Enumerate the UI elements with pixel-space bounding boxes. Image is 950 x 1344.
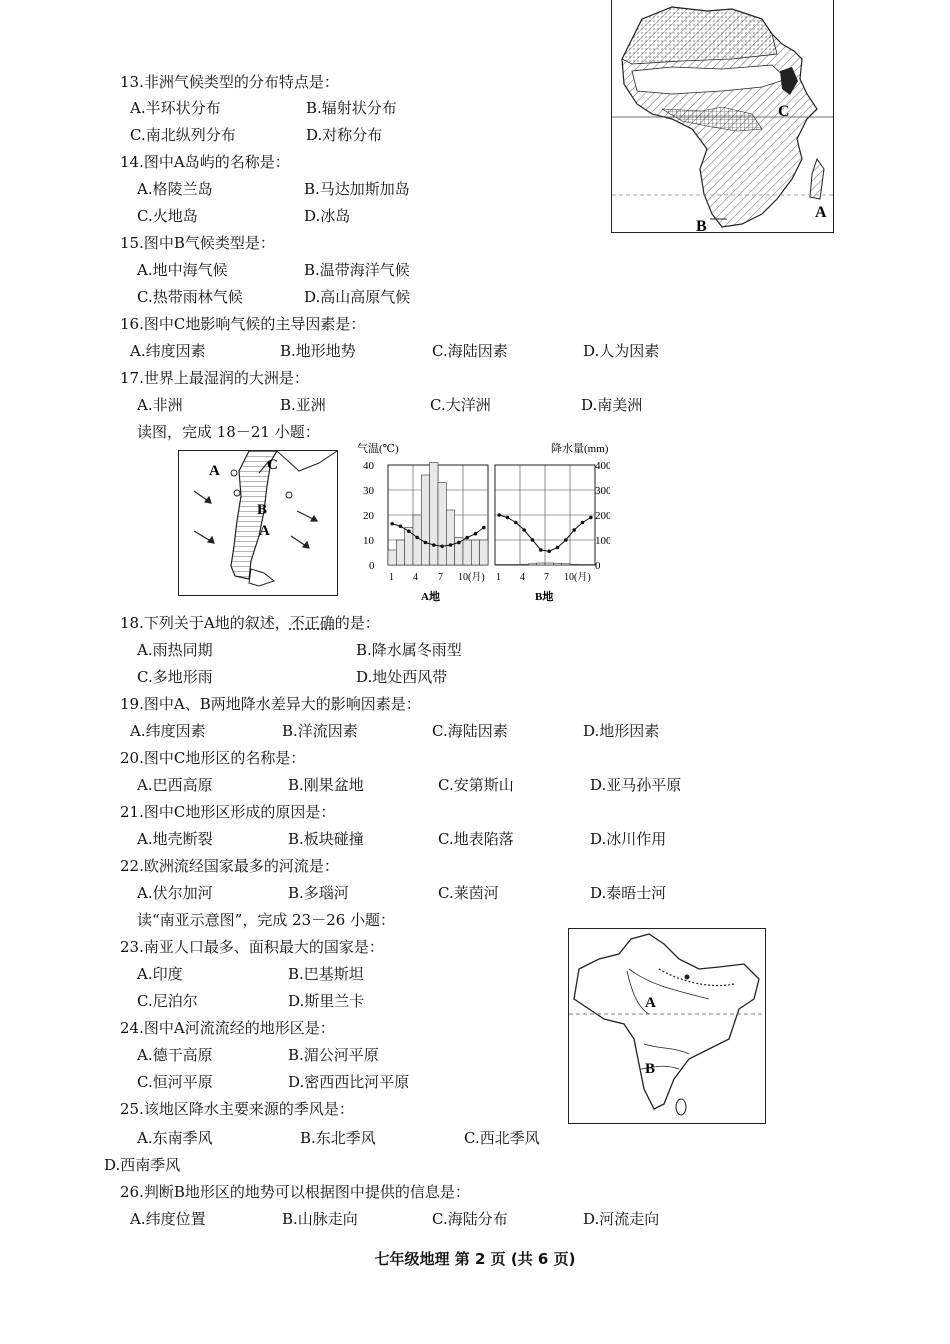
q18-stem-pre: 18.下列关于A地的叙述，: [120, 614, 290, 632]
temp-point: [474, 532, 478, 536]
chart-a-xtick-10: 10(月): [458, 572, 485, 583]
precip-bar: [587, 565, 595, 566]
chart-left-tick-10: 10: [363, 535, 374, 547]
precip-bar: [463, 540, 471, 565]
precip-bar: [512, 565, 520, 566]
precip-bar: [480, 540, 488, 565]
temp-point: [399, 524, 403, 528]
q13-option-c[interactable]: C.南北纵列分布: [130, 126, 236, 144]
chart-left-tick-20: 20: [363, 510, 374, 522]
chart-a-xtick-4: 4: [413, 572, 418, 583]
chart-caption-a: A地: [421, 591, 440, 603]
q17-option-c[interactable]: C.大洋洲: [430, 396, 491, 414]
q17-option-d[interactable]: D.南美洲: [581, 396, 643, 414]
chart-b-xtick-10: 10(月): [564, 572, 591, 583]
q21-option-c[interactable]: C.地表陷落: [438, 830, 514, 848]
q25-stem: 25.该地区降水主要来源的季风是：: [120, 1100, 354, 1118]
q24-option-b[interactable]: B.湄公河平原: [288, 1046, 379, 1064]
temp-point: [415, 536, 419, 540]
temp-point: [506, 516, 510, 520]
q16-option-a[interactable]: A.纬度因素: [130, 342, 206, 360]
q15-stem: 15.图中B气候类型是：: [120, 234, 275, 252]
q14-option-a[interactable]: A.格陵兰岛: [137, 180, 213, 198]
q17-option-b[interactable]: B.亚洲: [280, 396, 326, 414]
q21-option-d[interactable]: D.冰川作用: [590, 830, 667, 848]
sa-label-a-top: A: [209, 463, 220, 479]
q17-stem: 17.世界上最湿润的大洲是：: [120, 369, 309, 387]
temp-point: [440, 544, 444, 548]
q15-option-c[interactable]: C.热带雨林气候: [137, 288, 243, 306]
precip-bar: [471, 540, 479, 565]
precip-bar: [553, 563, 561, 565]
q17-option-a[interactable]: A.非洲: [137, 396, 183, 414]
q24-stem: 24.图中A河流流经的地形区是：: [120, 1019, 335, 1037]
q22-stem: 22.欧洲流经国家最多的河流是：: [120, 857, 339, 875]
q26-option-c[interactable]: C.海陆分布: [432, 1210, 508, 1228]
q23-stem: 23.南亚人口最多、面积最大的国家是：: [120, 938, 384, 956]
q13-stem: 13.非洲气候类型的分布特点是：: [120, 73, 339, 91]
sa-label-b: B: [257, 502, 268, 518]
south-asia-label-a: A: [645, 995, 656, 1011]
read-instruction-23-26: 读“南亚示意图”，完成 23－26 小题：: [137, 911, 396, 929]
q23-option-d[interactable]: D.斯里兰卡: [288, 992, 365, 1010]
q19-option-b[interactable]: B.洋流因素: [282, 722, 358, 740]
africa-label-b: B: [696, 218, 707, 232]
temp-point: [556, 546, 560, 550]
q24-option-d[interactable]: D.密西西比河平原: [288, 1073, 410, 1091]
precip-bar: [562, 564, 570, 565]
q19-stem: 19.图中A、B两地降水差异大的影响因素是：: [120, 695, 421, 713]
q15-option-a[interactable]: A.地中海气候: [137, 261, 228, 279]
temp-point: [432, 543, 436, 547]
climate-charts: [355, 440, 610, 605]
q23-option-b[interactable]: B.巴基斯坦: [288, 965, 364, 983]
chart-right-tick-0: 0: [595, 560, 601, 572]
precip-bar: [396, 540, 404, 565]
precip-bar: [421, 475, 429, 565]
q21-option-b[interactable]: B.板块碰撞: [288, 830, 364, 848]
precip-bar: [578, 565, 586, 566]
q16-option-b[interactable]: B.地形地势: [280, 342, 356, 360]
q18-stem: [120, 613, 380, 633]
chart-right-tick-300: 300: [595, 485, 610, 497]
q26-option-a[interactable]: A.纬度位置: [130, 1210, 206, 1228]
precip-bar: [388, 550, 396, 565]
q22-option-c[interactable]: C.莱茵河: [438, 884, 499, 902]
sahara-dotted: [622, 7, 777, 64]
q25-option-a[interactable]: A.东南季风: [137, 1129, 213, 1147]
q21-stem: 21.图中C地形区形成的原因是：: [120, 803, 336, 821]
read-instruction-18-21: 读图，完成 18－21 小题：: [137, 423, 320, 441]
q25-option-c[interactable]: C.西北季风: [464, 1129, 540, 1147]
precip-bar: [545, 563, 553, 565]
chart-right-tick-400: 400: [595, 460, 610, 472]
chart-b-xticks: [496, 571, 591, 583]
temp-point: [564, 538, 568, 542]
q14-option-d[interactable]: D.冰岛: [304, 207, 351, 225]
precip-bar: [503, 565, 511, 566]
q20-option-a[interactable]: A.巴西高原: [137, 776, 213, 794]
q18-stem-post: 的是：: [334, 614, 380, 632]
precip-bar: [570, 564, 578, 565]
q22-option-b[interactable]: B.多瑙河: [288, 884, 349, 902]
precip-bar: [537, 563, 545, 565]
south-asia-label-b: B: [645, 1061, 656, 1077]
q23-option-c[interactable]: C.尼泊尔: [137, 992, 198, 1010]
q14-option-b[interactable]: B.马达加斯加岛: [304, 180, 410, 198]
q18-stem-emphasis: 不正确: [289, 614, 335, 632]
temp-point: [572, 528, 576, 532]
q26-option-b[interactable]: B.山脉走向: [282, 1210, 358, 1228]
temp-point: [539, 548, 543, 552]
q24-option-c[interactable]: C.恒河平原: [137, 1073, 213, 1091]
q18-option-b[interactable]: B.降水属冬雨型: [356, 641, 462, 659]
temp-point: [457, 541, 461, 545]
sa-label-c: C: [267, 457, 278, 473]
q20-option-d[interactable]: D.亚马孙平原: [590, 776, 682, 794]
precip-bar: [495, 565, 503, 566]
temp-point: [589, 516, 593, 520]
q21-option-a[interactable]: A.地壳断裂: [137, 830, 213, 848]
climate-charts-svg: [355, 440, 610, 605]
q16-option-c[interactable]: C.海陆因素: [432, 342, 508, 360]
q16-stem: 16.图中C地影响气候的主导因素是：: [120, 315, 366, 333]
q14-stem: 14.图中A岛屿的名称是：: [120, 153, 290, 171]
chart-left-tick-0: 0: [369, 560, 375, 572]
q14-option-c[interactable]: C.火地岛: [137, 207, 198, 225]
temp-point: [497, 513, 501, 517]
africa-climate-map: [611, 0, 834, 233]
temp-point: [449, 543, 453, 547]
q22-option-a[interactable]: A.伏尔加河: [137, 884, 213, 902]
q19-option-a[interactable]: A.纬度因素: [130, 722, 206, 740]
chart-right-tick-100: 100: [595, 535, 610, 547]
q13-option-a[interactable]: A.半环状分布: [130, 99, 221, 117]
chart-a-xticks: [389, 571, 485, 583]
south-america-map: [178, 450, 338, 596]
temp-point: [547, 549, 551, 553]
q19-option-d[interactable]: D.地形因素: [583, 722, 660, 740]
precip-bar: [446, 510, 454, 565]
chart-left-tick-40: 40: [363, 460, 374, 472]
chart-b-xtick-4: 4: [520, 572, 525, 583]
q26-option-d[interactable]: D.河流走向: [583, 1210, 660, 1228]
temp-point: [390, 522, 394, 526]
q13-option-b[interactable]: B.辐射状分布: [306, 99, 397, 117]
q15-option-b[interactable]: B.温带海洋气候: [304, 261, 410, 279]
chart-b-xtick-1: 1: [496, 572, 501, 583]
q18-option-a[interactable]: A.雨热同期: [137, 641, 213, 659]
precip-bar: [413, 515, 421, 565]
chart-ylabel-precip: 降水量(mm): [551, 443, 609, 455]
chart-b-xtick-7: 7: [544, 572, 549, 583]
chart-caption-b: B地: [535, 591, 554, 603]
q26-stem: 26.判断B地形区的地势可以根据图中提供的信息是：: [120, 1183, 470, 1201]
q20-option-c[interactable]: C.安第斯山: [438, 776, 514, 794]
q24-option-a[interactable]: A.德干高原: [137, 1046, 213, 1064]
temp-point: [531, 538, 535, 542]
chart-ylabel-temp: 气温(℃): [357, 443, 399, 455]
temp-point: [581, 521, 585, 525]
q18-option-c[interactable]: C.多地形雨: [137, 668, 213, 686]
q18-option-d[interactable]: D.地处西风带: [356, 668, 448, 686]
temp-point: [407, 529, 411, 533]
chart-left-tick-30: 30: [363, 485, 374, 497]
q16-option-d[interactable]: D.人为因素: [583, 342, 660, 360]
page-footer: 七年级地理 第 2 页 (共 6 页): [374, 1250, 576, 1268]
precip-bar: [528, 564, 536, 565]
temp-point: [514, 521, 518, 525]
africa-label-a: A: [815, 204, 827, 221]
madagascar: [810, 159, 824, 199]
q20-option-b[interactable]: B.刚果盆地: [288, 776, 364, 794]
chart-right-tick-200: 200: [595, 510, 610, 522]
africa-label-c: C: [778, 103, 790, 120]
q25-option-b[interactable]: B.东北季风: [300, 1129, 376, 1147]
q22-option-d[interactable]: D.泰晤士河: [590, 884, 667, 902]
precip-bar: [520, 564, 528, 565]
sa-label-a: A: [259, 523, 270, 539]
south-asia-map: [568, 928, 766, 1124]
chart-a-xtick-1: 1: [389, 572, 394, 583]
q15-option-d[interactable]: D.高山高原气候: [304, 288, 411, 306]
chart-a-xtick-7: 7: [438, 572, 443, 583]
q19-option-c[interactable]: C.海陆因素: [432, 722, 508, 740]
temp-point: [522, 528, 526, 532]
temp-point: [424, 541, 428, 545]
temp-point: [482, 526, 486, 530]
precip-bar: [438, 483, 446, 566]
q20-stem: 20.图中C地形区的名称是：: [120, 749, 306, 767]
q13-option-d[interactable]: D.对称分布: [306, 126, 383, 144]
india-outline: [574, 934, 759, 1109]
temp-point: [465, 536, 469, 540]
q23-option-a[interactable]: A.印度: [137, 965, 183, 983]
precip-bar: [430, 463, 438, 566]
q25-option-d[interactable]: D.西南季风: [104, 1156, 181, 1174]
